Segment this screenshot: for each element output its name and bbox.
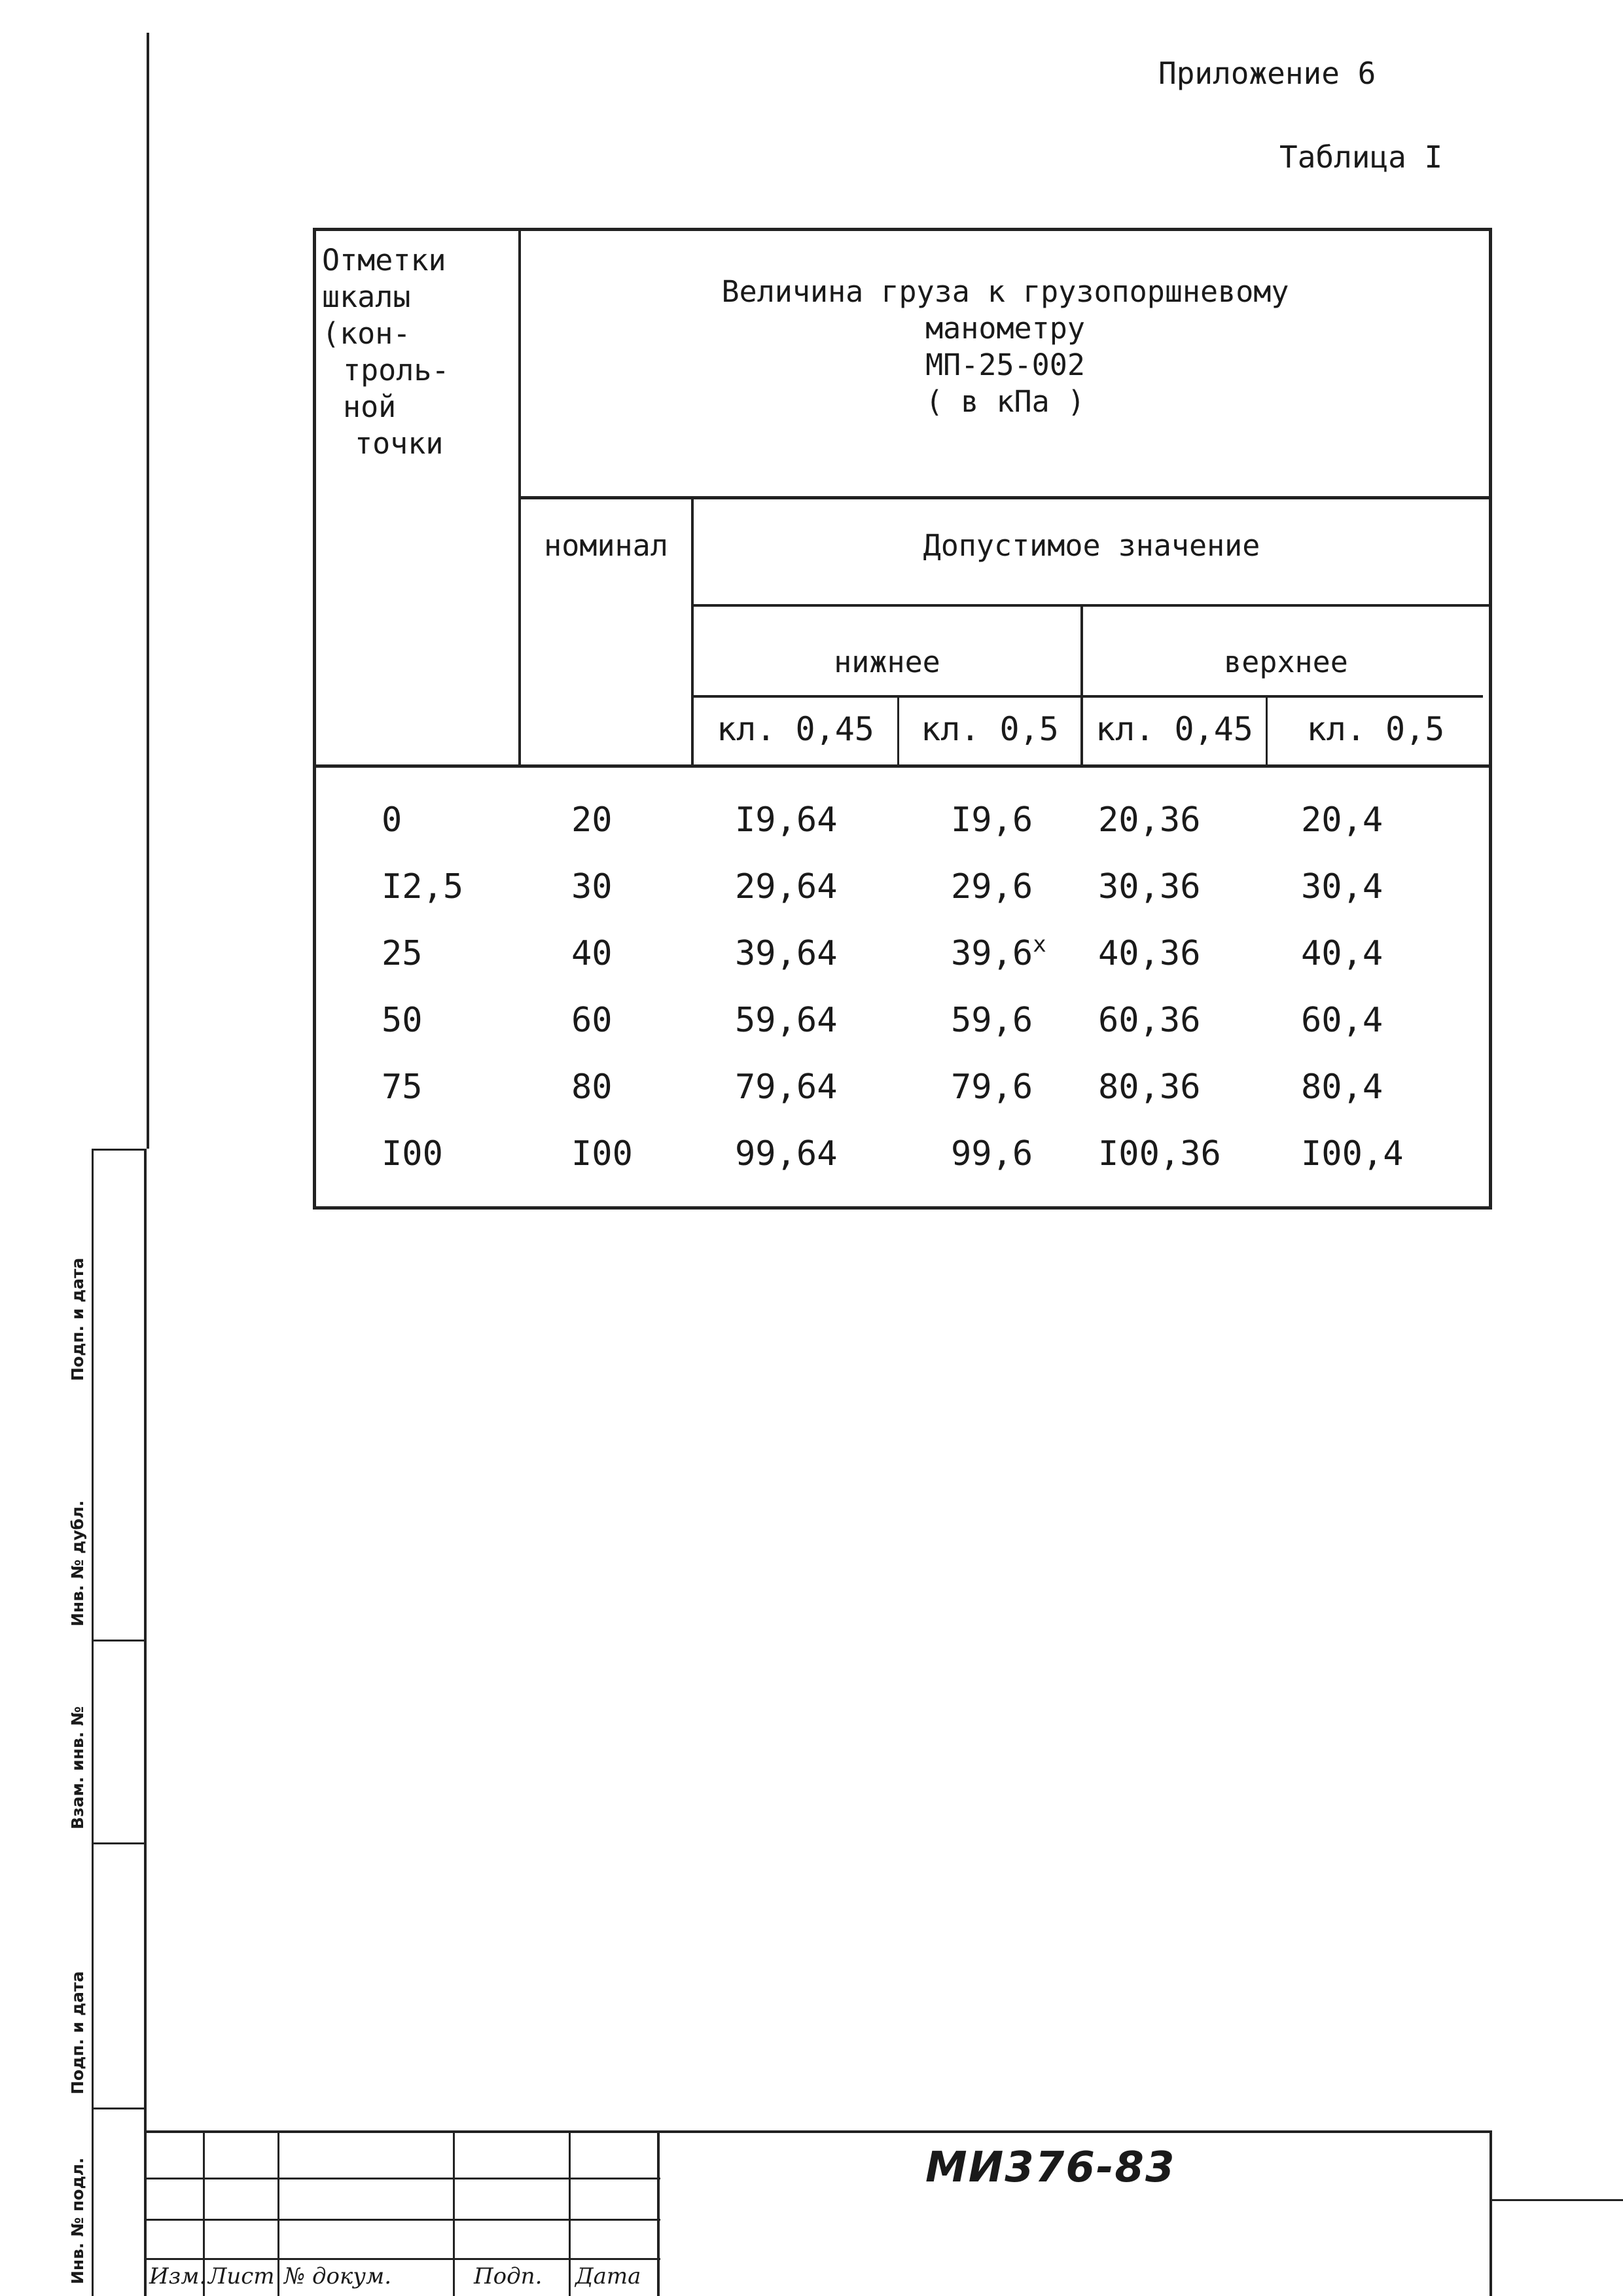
cell-nominal: 40 <box>571 934 613 973</box>
cell-up05: 80,4 <box>1301 1067 1383 1107</box>
title-block <box>147 2130 1623 2296</box>
table-row <box>313 1067 1489 1133</box>
table-row <box>313 1134 1489 1200</box>
cell-mark: I2,5 <box>382 867 464 906</box>
cell-up045: 20,36 <box>1098 800 1201 840</box>
stamp-label-sheet: Лист <box>208 2263 275 2289</box>
cell-low05: 99,6 <box>951 1134 1033 1174</box>
cell-up05: 60,4 <box>1301 1001 1383 1040</box>
cell-low045: 79,64 <box>735 1067 838 1107</box>
margin-label-dup-inv: Инв. № дубл. <box>68 1500 87 1626</box>
cell-nominal: 60 <box>571 1001 613 1040</box>
cell-low05: 79,6 <box>951 1067 1033 1107</box>
document-number: МИ376-83 <box>925 2144 1176 2192</box>
cell-low045: 29,64 <box>735 867 838 906</box>
cell-up05: 40,4 <box>1301 934 1383 973</box>
table-row <box>313 800 1489 866</box>
cell-low045: 39,64 <box>735 934 838 973</box>
cell-low045: 59,64 <box>735 1001 838 1040</box>
cell-low045: I9,64 <box>735 800 838 840</box>
group-header: Величина груза к грузопоршневому манометру МП-25-002 ( в кПа ) <box>721 274 1289 419</box>
cell-nominal: 80 <box>571 1067 613 1107</box>
stamp-label-doc-no: № докум. <box>284 2263 392 2289</box>
cell-low05: 39,6$^x$ <box>951 931 1046 973</box>
cell-low05: 59,6 <box>951 1001 1033 1040</box>
appendix-label: Приложение 6 <box>1158 56 1376 91</box>
cell-up05: I00,4 <box>1301 1134 1404 1174</box>
cell-up045: 80,36 <box>1098 1067 1201 1107</box>
table-row <box>313 931 1489 999</box>
cell-mark: 75 <box>382 1067 423 1107</box>
cell-mark: I00 <box>382 1134 443 1174</box>
margin-label-sign-date: Подп. и дата <box>68 1257 87 1381</box>
cell-up05: 20,4 <box>1301 800 1383 840</box>
cell-nominal: 20 <box>571 800 613 840</box>
cell-up045: I00,36 <box>1098 1134 1221 1174</box>
cell-up05: 30,4 <box>1301 867 1383 906</box>
upper-header: верхнее <box>1224 645 1348 679</box>
cell-nominal: 30 <box>571 867 613 906</box>
cell-low05: I9,6 <box>951 800 1033 840</box>
cell-mark: 0 <box>382 800 402 840</box>
margin-label-orig-inv: Инв. № подл. <box>68 2157 87 2284</box>
cell-up045: 40,36 <box>1098 934 1201 973</box>
cell-low045: 99,64 <box>735 1134 838 1174</box>
table-row <box>313 1001 1489 1066</box>
cell-nominal: I00 <box>571 1134 633 1174</box>
stamp-label-change: Изм. <box>149 2263 207 2289</box>
cell-low05: 29,6 <box>951 867 1033 906</box>
lower-header: нижнее <box>834 645 940 679</box>
table-title: Таблица I <box>1279 139 1443 175</box>
class-header: кл. 0,45 <box>717 710 874 748</box>
class-header: кл. 0,5 <box>921 710 1059 748</box>
class-header: кл. 0,5 <box>1306 710 1445 748</box>
margin-label-sign-date-2: Подп. и дата <box>68 1971 87 2094</box>
data-table <box>313 228 1492 1210</box>
cell-up045: 30,36 <box>1098 867 1201 906</box>
footnote-mark: x <box>1033 931 1046 958</box>
class-header: кл. 0,45 <box>1096 710 1253 748</box>
nominal-header: номинал <box>544 528 668 563</box>
stamp-label-sign: Подп. <box>474 2263 543 2289</box>
margin-label-repl-inv: Взам. инв. № <box>68 1706 87 1829</box>
cell-mark: 50 <box>382 1001 423 1040</box>
cell-up045: 60,36 <box>1098 1001 1201 1040</box>
allowed-header: Допустимое значение <box>923 528 1260 563</box>
cell-mark: 25 <box>382 934 423 973</box>
table-row <box>313 867 1489 933</box>
col-header-marks: Отметки шкалы (кон- троль- ной точки <box>322 243 450 461</box>
stamp-label-date: Дата <box>575 2263 641 2289</box>
binding-margin <box>0 1149 147 2296</box>
margin-rule <box>147 33 149 1149</box>
